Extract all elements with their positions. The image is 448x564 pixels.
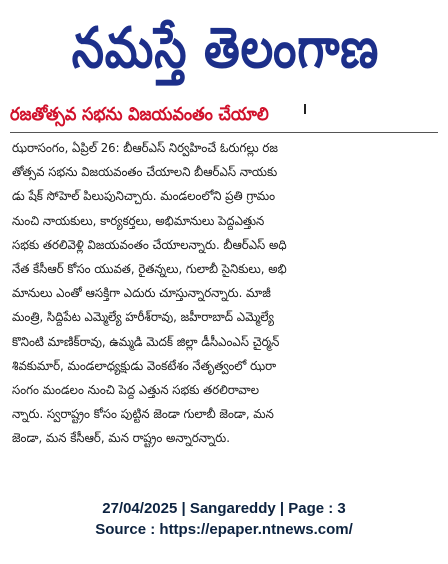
- headline-bar: [10, 104, 438, 133]
- article-line: ఝరాసంగం, ఏప్రిల్ 26: బీఆర్ఎస్ నిర్వహించే ఓరుగల్లు రజ: [12, 140, 278, 155]
- article-line: న్నారు. స్వరాష్ట్రం కోసం పుట్టిన జెండా గులాబీ జెండా, మన: [12, 406, 274, 422]
- masthead-title: నమస్తే తెలంగాణ: [71, 16, 379, 81]
- clipping-footer: [0, 498, 448, 540]
- article-headline: రజతోత్సవ సభను విజయవంతం చేయాలి: [10, 104, 269, 125]
- article-line: మానులు ఎంతో ఆసక్తిగా ఎదురు చూస్తున్నారన్నారు. మాజీ: [12, 285, 271, 301]
- article-body: [12, 136, 440, 451]
- article-line: నేత కేసీఆర్ కోసం యువత, రైతన్నలు, గులాబీ సైనికులు, అభి: [12, 261, 287, 277]
- source-link[interactable]: Source : https://epaper.ntnews.com/: [95, 521, 353, 538]
- article-line: సంగం మండలం నుంచి పెద్ద ఎత్తున సభకు తరలిరావాల: [12, 382, 260, 398]
- article-line: మంత్రి, సిద్దిపేట ఎమ్మెల్యే హరీశ్‌రావు, జహీరాబాద్ ఎమ్మెల్యే: [12, 309, 274, 325]
- newspaper-masthead: [16, 6, 434, 92]
- article-line: కొనింటి మాణిక్‌రావు, ఉమ్మడి మెదక్ జిల్లా డీసీఎంఎస్ చైర్మన్: [12, 333, 280, 349]
- date-edition-page: 27/04/2025 | Sangareddy | Page : 3: [102, 500, 346, 517]
- article-line: శివకుమార్, మండలాధ్యక్షుడు వెంకటేశం నేతృత్వంలో ఝరా: [12, 357, 277, 373]
- article-line: నుంచి నాయకులు, కార్యకర్తలు, అభిమానులు పెద్దఎత్తున: [12, 212, 265, 228]
- article-line: సభకు తరలివెళ్లి విజయవంతం చేయాలన్నారు. బీఆర్ఎస్ అధి: [12, 236, 287, 252]
- article-line: డు షేక్ సోహెల్ పిలుపునిచ్చారు. మండలంలోని ప్రతి గ్రామం: [12, 188, 276, 204]
- article-line: జెండా, మన కేసీఆర్, మన రాష్ట్రం అన్నారన్నారు.: [12, 430, 230, 446]
- article-line: తోత్సవ సభను విజయవంతం చేయాలని బీఆర్ఎస్ నాయకు: [12, 164, 278, 180]
- headline-tick-mark: [304, 104, 306, 114]
